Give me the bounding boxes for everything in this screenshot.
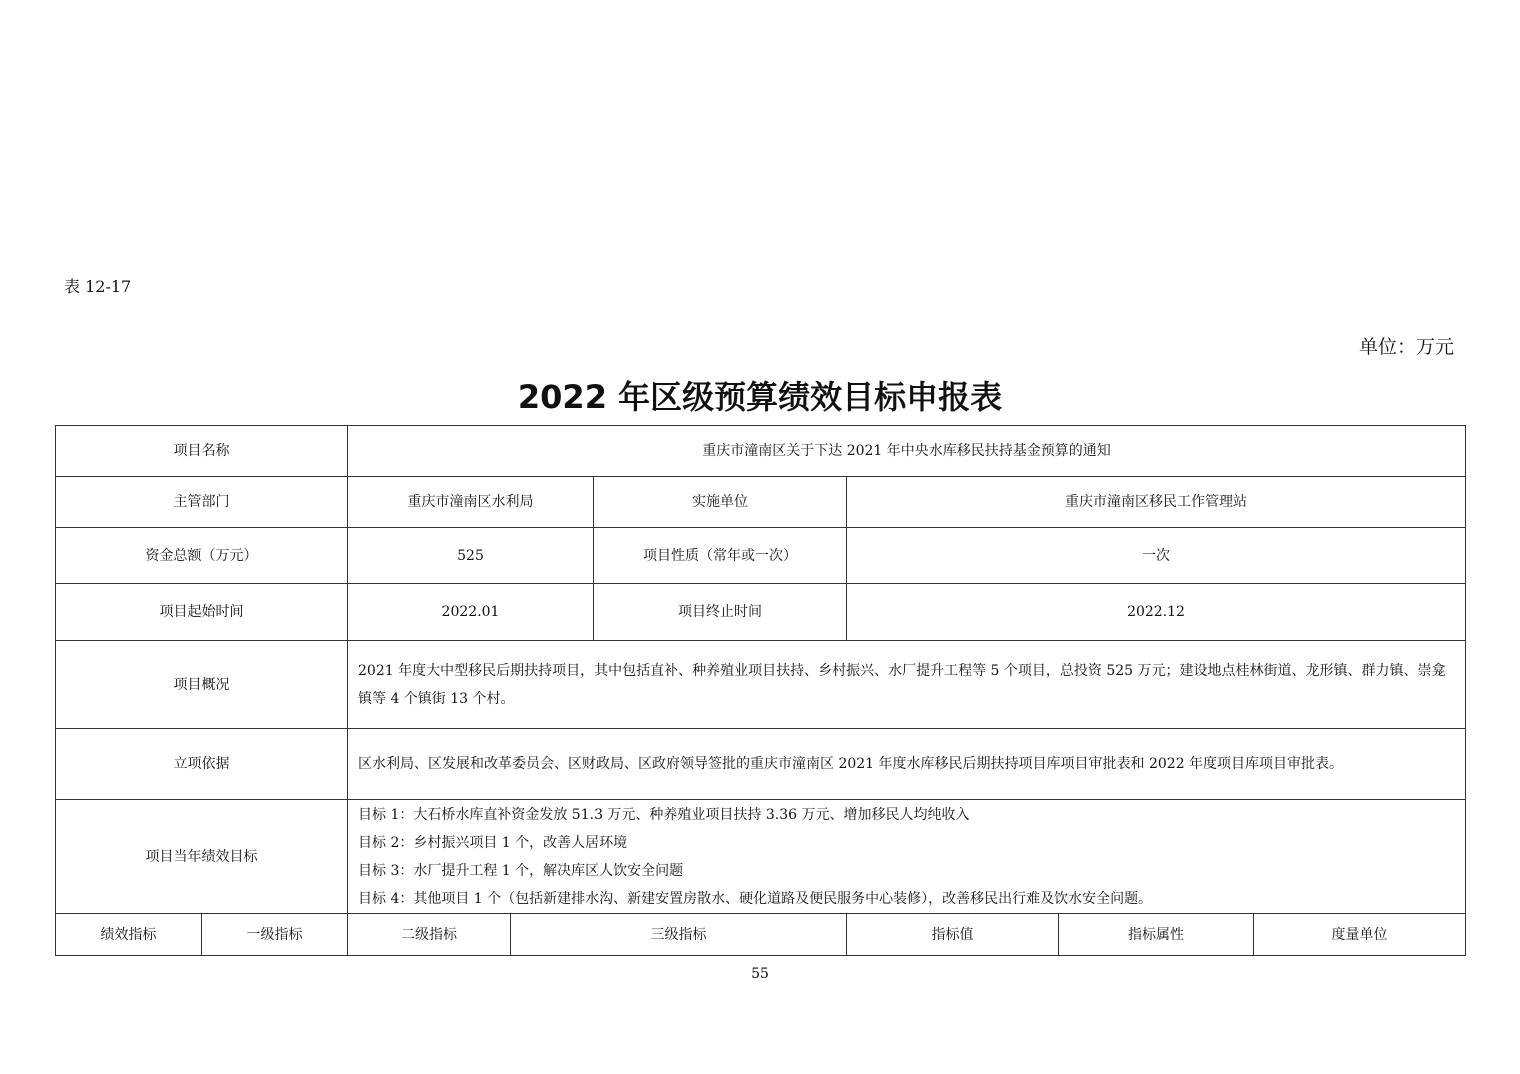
nature-value: 一次 <box>847 528 1466 584</box>
overview-value: 2021 年度大中型移民后期扶持项目，其中包括直补、种养殖业项目扶持、乡村振兴、水厂提升工程等 5 个项目，总投资 525 万元；建设地点桂林街道、龙形镇、群力镇、崇龛镇等 4 个镇街 13 个村。 <box>348 641 1466 729</box>
header-level2: 二级指标 <box>348 914 511 956</box>
header-level1: 一级指标 <box>202 914 348 956</box>
budget-performance-table <box>55 425 1466 956</box>
goal-item: 目标 3：水厂提升工程 1 个，解决库区人饮安全问题 <box>358 862 684 879</box>
row-funds <box>56 528 1466 584</box>
goals-list <box>348 800 1466 914</box>
row-project-name <box>56 426 1466 477</box>
funds-label: 资金总额（万元） <box>56 528 348 584</box>
impl-unit-value: 重庆市潼南区移民工作管理站 <box>847 477 1466 528</box>
header-indicator-attribute: 指标属性 <box>1059 914 1254 956</box>
project-name-label: 项目名称 <box>56 426 348 477</box>
goal-item: 目标 1：大石桥水库直补资金发放 51.3 万元、种养殖业项目扶持 3.36 万元、增加移民人均纯收入 <box>358 806 970 823</box>
funds-value: 525 <box>348 528 594 584</box>
dept-label: 主管部门 <box>56 477 348 528</box>
start-time-value: 2022.01 <box>348 584 594 641</box>
overview-label: 项目概况 <box>56 641 348 729</box>
page-number: 55 <box>751 966 769 982</box>
table-number: 表 12-17 <box>64 277 132 296</box>
row-overview <box>56 641 1466 729</box>
row-goals <box>56 800 1466 914</box>
goals-label: 项目当年绩效目标 <box>56 800 348 914</box>
row-indicators-header <box>56 914 1466 956</box>
unit-label: 单位：万元 <box>1358 336 1454 358</box>
end-time-value: 2022.12 <box>847 584 1466 641</box>
nature-label: 项目性质（常年或一次） <box>594 528 847 584</box>
end-time-label: 项目终止时间 <box>594 584 847 641</box>
project-name-value: 重庆市潼南区关于下达 2021 年中央水库移民扶持基金预算的通知 <box>348 426 1466 477</box>
basis-label: 立项依据 <box>56 729 348 800</box>
goal-item: 目标 4：其他项目 1 个（包括新建排水沟、新建安置房散水、硬化道路及便民服务中心装修），改善移民出行难及饮水安全问题。 <box>358 890 1153 907</box>
impl-unit-label: 实施单位 <box>594 477 847 528</box>
row-basis <box>56 729 1466 800</box>
header-performance-indicator: 绩效指标 <box>56 914 202 956</box>
row-time <box>56 584 1466 641</box>
document-title: 2022 年区级预算绩效目标申报表 <box>517 378 1003 416</box>
basis-value: 区水利局、区发展和改革委员会、区财政局、区政府领导签批的重庆市潼南区 2021 年度水库移民后期扶持项目库项目审批表和 2022 年度项目库项目审批表。 <box>348 729 1466 800</box>
start-time-label: 项目起始时间 <box>56 584 348 641</box>
row-department <box>56 477 1466 528</box>
header-level3: 三级指标 <box>511 914 847 956</box>
goal-item: 目标 2：乡村振兴项目 1 个，改善人居环境 <box>358 834 628 851</box>
header-measure-unit: 度量单位 <box>1254 914 1466 956</box>
header-indicator-value: 指标值 <box>847 914 1059 956</box>
dept-value: 重庆市潼南区水利局 <box>348 477 594 528</box>
